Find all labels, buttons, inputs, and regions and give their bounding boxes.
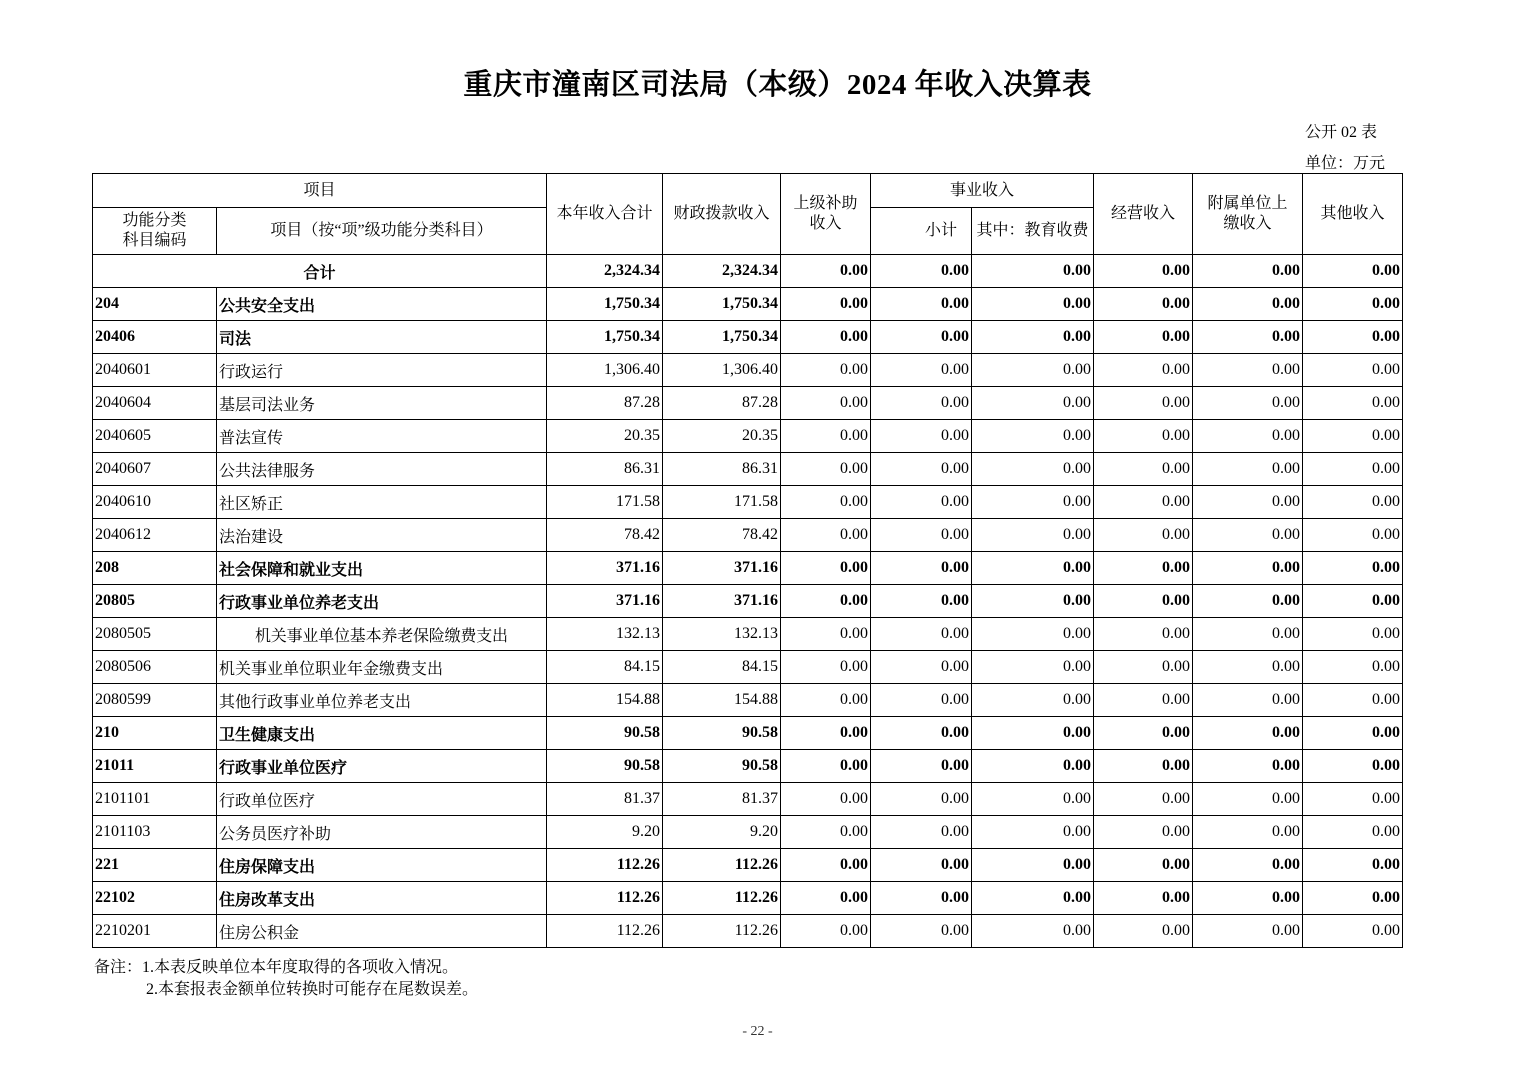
row-value: 0.00	[972, 288, 1094, 321]
row-value: 0.00	[1193, 783, 1303, 816]
row-value: 78.42	[663, 519, 781, 552]
note-line-1: 备注：1.本表反映单位本年度取得的各项收入情况。	[94, 959, 459, 976]
row-value: 0.00	[1193, 519, 1303, 552]
row-value: 0.00	[871, 585, 972, 618]
page-title: 重庆市潼南区司法局（本级）2024 年收入决算表	[463, 69, 1092, 101]
row-value: 86.31	[663, 453, 781, 486]
row-value: 112.26	[663, 849, 781, 882]
row-value: 0.00	[871, 387, 972, 420]
table-body	[93, 255, 1403, 948]
row-value: 112.26	[547, 882, 663, 915]
row-value: 0.00	[871, 651, 972, 684]
row-value: 0.00	[871, 321, 972, 354]
row-value: 0.00	[972, 915, 1094, 948]
row-value: 112.26	[547, 915, 663, 948]
row-value: 0.00	[972, 849, 1094, 882]
row-value: 0.00	[1303, 453, 1403, 486]
row-name: 普法宣传	[217, 420, 547, 453]
row-code: 2040607	[93, 453, 217, 486]
row-name: 公共安全支出	[217, 288, 547, 321]
row-value: 84.15	[547, 651, 663, 684]
row-value: 0.00	[781, 651, 871, 684]
row-code: 221	[93, 849, 217, 882]
table-row	[93, 750, 1403, 783]
header-name: 项目（按“项”级功能分类科目）	[217, 208, 547, 255]
table-row	[93, 486, 1403, 519]
row-value: 0.00	[1193, 717, 1303, 750]
table-row	[93, 453, 1403, 486]
row-code: 22102	[93, 882, 217, 915]
table-row	[93, 915, 1403, 948]
row-value: 0.00	[1094, 288, 1193, 321]
row-name: 住房保障支出	[217, 849, 547, 882]
row-value: 0.00	[1303, 849, 1403, 882]
row-value: 0.00	[781, 882, 871, 915]
row-value: 0.00	[1094, 519, 1193, 552]
table-row	[93, 387, 1403, 420]
row-value: 0.00	[781, 915, 871, 948]
row-value: 0.00	[1094, 420, 1193, 453]
row-value: 0.00	[1094, 882, 1193, 915]
note-line-2: 2.本套报表金额单位转换时可能存在尾数误差。	[146, 981, 479, 998]
total-value: 0.00	[1303, 255, 1403, 288]
row-value: 0.00	[1094, 651, 1193, 684]
row-value: 0.00	[972, 519, 1094, 552]
row-code: 2040605	[93, 420, 217, 453]
row-value: 0.00	[1303, 519, 1403, 552]
header-business-group: 事业收入	[871, 174, 1094, 208]
row-name: 公务员医疗补助	[217, 816, 547, 849]
row-value: 0.00	[1303, 915, 1403, 948]
row-value: 0.00	[972, 552, 1094, 585]
table-row	[93, 288, 1403, 321]
row-value: 0.00	[871, 618, 972, 651]
row-name: 社区矫正	[217, 486, 547, 519]
row-value: 1,306.40	[663, 354, 781, 387]
row-value: 0.00	[1094, 816, 1193, 849]
row-code: 204	[93, 288, 217, 321]
row-value: 0.00	[1303, 387, 1403, 420]
row-value: 0.00	[1094, 783, 1193, 816]
row-value: 0.00	[781, 585, 871, 618]
row-value: 0.00	[1193, 882, 1303, 915]
row-code: 2080506	[93, 651, 217, 684]
row-value: 0.00	[1193, 387, 1303, 420]
notes	[94, 957, 478, 1001]
row-value: 0.00	[1193, 816, 1303, 849]
row-value: 0.00	[1303, 717, 1403, 750]
row-name: 住房公积金	[217, 915, 547, 948]
row-value: 0.00	[1303, 882, 1403, 915]
table-row	[93, 585, 1403, 618]
table-row	[93, 849, 1403, 882]
row-value: 0.00	[871, 684, 972, 717]
row-value: 0.00	[1094, 354, 1193, 387]
unit-label: 单位：万元	[1305, 155, 1386, 172]
row-value: 0.00	[1193, 651, 1303, 684]
row-value: 90.58	[547, 750, 663, 783]
income-table	[92, 173, 1403, 948]
row-value: 0.00	[1303, 585, 1403, 618]
total-value: 0.00	[1094, 255, 1193, 288]
row-value: 90.58	[663, 717, 781, 750]
total-value: 0.00	[781, 255, 871, 288]
header-item-group: 项目	[93, 174, 547, 208]
row-value: 0.00	[1193, 552, 1303, 585]
header-other: 其他收入	[1303, 174, 1403, 255]
row-value: 0.00	[1094, 750, 1193, 783]
row-code: 20406	[93, 321, 217, 354]
row-value: 0.00	[781, 519, 871, 552]
table-row	[93, 552, 1403, 585]
row-value: 0.00	[972, 618, 1094, 651]
row-value: 0.00	[1193, 486, 1303, 519]
row-value: 0.00	[871, 915, 972, 948]
row-value: 0.00	[1094, 684, 1193, 717]
row-name: 法治建设	[217, 519, 547, 552]
header-total-income: 本年收入合计	[547, 174, 663, 255]
row-name: 其他行政事业单位养老支出	[217, 684, 547, 717]
row-value: 0.00	[1193, 585, 1303, 618]
row-value: 0.00	[1094, 849, 1193, 882]
row-value: 0.00	[871, 453, 972, 486]
page-number: - 22 -	[742, 1024, 773, 1039]
row-value: 1,750.34	[663, 288, 781, 321]
row-value: 0.00	[871, 849, 972, 882]
row-name: 社会保障和就业支出	[217, 552, 547, 585]
row-value: 0.00	[972, 717, 1094, 750]
total-value: 0.00	[871, 255, 972, 288]
row-value: 0.00	[871, 783, 972, 816]
row-code: 2040604	[93, 387, 217, 420]
row-value: 0.00	[1094, 717, 1193, 750]
table-row	[93, 717, 1403, 750]
table-row	[93, 354, 1403, 387]
table-row	[93, 816, 1403, 849]
row-value: 0.00	[871, 354, 972, 387]
row-value: 0.00	[1303, 552, 1403, 585]
row-value: 0.00	[781, 816, 871, 849]
row-value: 112.26	[663, 915, 781, 948]
row-name: 基层司法业务	[217, 387, 547, 420]
row-value: 90.58	[547, 717, 663, 750]
table-row	[93, 651, 1403, 684]
row-value: 0.00	[972, 783, 1094, 816]
row-value: 0.00	[871, 420, 972, 453]
table-row	[93, 882, 1403, 915]
table-row	[93, 321, 1403, 354]
table-header	[93, 174, 1403, 255]
row-value: 0.00	[1303, 618, 1403, 651]
total-value: 0.00	[1193, 255, 1303, 288]
row-value: 0.00	[1193, 750, 1303, 783]
row-name: 行政单位医疗	[217, 783, 547, 816]
row-value: 0.00	[1094, 321, 1193, 354]
row-value: 0.00	[1193, 618, 1303, 651]
row-value: 0.00	[972, 585, 1094, 618]
row-value: 0.00	[871, 288, 972, 321]
row-value: 0.00	[972, 750, 1094, 783]
row-name: 行政事业单位养老支出	[217, 585, 547, 618]
header-education-fee: 其中：教育收费	[972, 208, 1094, 255]
row-value: 0.00	[1094, 585, 1193, 618]
row-value: 0.00	[781, 288, 871, 321]
table-row	[93, 420, 1403, 453]
row-value: 0.00	[972, 486, 1094, 519]
table-row	[93, 783, 1403, 816]
header-operating: 经营收入	[1094, 174, 1193, 255]
row-value: 0.00	[781, 486, 871, 519]
row-value: 87.28	[547, 387, 663, 420]
row-value: 0.00	[781, 849, 871, 882]
row-value: 0.00	[781, 552, 871, 585]
row-code: 21011	[93, 750, 217, 783]
row-value: 154.88	[547, 684, 663, 717]
row-value: 0.00	[972, 387, 1094, 420]
row-code: 2210201	[93, 915, 217, 948]
row-value: 78.42	[547, 519, 663, 552]
row-value: 0.00	[1303, 486, 1403, 519]
row-value: 0.00	[1094, 486, 1193, 519]
row-value: 0.00	[1094, 552, 1193, 585]
row-value: 132.13	[663, 618, 781, 651]
row-code: 20805	[93, 585, 217, 618]
row-value: 0.00	[972, 321, 1094, 354]
row-value: 20.35	[663, 420, 781, 453]
row-value: 0.00	[871, 882, 972, 915]
total-value: 2,324.34	[547, 255, 663, 288]
row-value: 81.37	[663, 783, 781, 816]
row-value: 20.35	[547, 420, 663, 453]
row-value: 84.15	[663, 651, 781, 684]
row-value: 9.20	[663, 816, 781, 849]
row-value: 0.00	[871, 519, 972, 552]
row-value: 0.00	[1303, 420, 1403, 453]
row-value: 0.00	[1094, 453, 1193, 486]
header-code: 功能分类 科目编码	[93, 208, 217, 255]
row-name: 机关事业单位职业年金缴费支出	[217, 651, 547, 684]
row-value: 81.37	[547, 783, 663, 816]
row-value: 0.00	[781, 684, 871, 717]
row-value: 0.00	[972, 684, 1094, 717]
row-value: 112.26	[547, 849, 663, 882]
row-name: 机关事业单位基本养老保险缴费支出	[217, 618, 547, 651]
row-value: 0.00	[1303, 684, 1403, 717]
row-value: 0.00	[1193, 420, 1303, 453]
row-value: 0.00	[1193, 321, 1303, 354]
row-value: 0.00	[781, 717, 871, 750]
row-value: 0.00	[1303, 651, 1403, 684]
row-value: 0.00	[1303, 321, 1403, 354]
row-value: 0.00	[1193, 849, 1303, 882]
row-value: 0.00	[1193, 354, 1303, 387]
row-value: 0.00	[1303, 288, 1403, 321]
row-value: 0.00	[1094, 387, 1193, 420]
row-value: 0.00	[1094, 915, 1193, 948]
row-value: 0.00	[972, 882, 1094, 915]
total-row	[93, 255, 1403, 288]
row-value: 0.00	[1193, 915, 1303, 948]
row-name: 卫生健康支出	[217, 717, 547, 750]
row-value: 0.00	[871, 717, 972, 750]
row-value: 0.00	[972, 453, 1094, 486]
row-value: 371.16	[663, 552, 781, 585]
row-value: 1,750.34	[547, 321, 663, 354]
row-value: 0.00	[1193, 453, 1303, 486]
row-code: 2101103	[93, 816, 217, 849]
row-value: 0.00	[871, 816, 972, 849]
row-value: 0.00	[781, 783, 871, 816]
row-code: 2040601	[93, 354, 217, 387]
table-row	[93, 618, 1403, 651]
header-affiliated: 附属单位上 缴收入	[1193, 174, 1303, 255]
row-value: 0.00	[781, 387, 871, 420]
row-name: 行政事业单位医疗	[217, 750, 547, 783]
header-superior-subsidy: 上级补助 收入	[781, 174, 871, 255]
row-value: 87.28	[663, 387, 781, 420]
row-value: 0.00	[871, 750, 972, 783]
row-value: 371.16	[547, 585, 663, 618]
row-value: 1,750.34	[547, 288, 663, 321]
row-code: 208	[93, 552, 217, 585]
row-value: 0.00	[1303, 750, 1403, 783]
row-value: 0.00	[1303, 354, 1403, 387]
row-value: 0.00	[781, 354, 871, 387]
row-name: 公共法律服务	[217, 453, 547, 486]
row-value: 154.88	[663, 684, 781, 717]
row-value: 0.00	[1193, 684, 1303, 717]
row-value: 171.58	[547, 486, 663, 519]
row-value: 0.00	[1193, 288, 1303, 321]
row-value: 0.00	[781, 750, 871, 783]
row-value: 0.00	[1303, 816, 1403, 849]
row-value: 0.00	[972, 816, 1094, 849]
row-code: 2101101	[93, 783, 217, 816]
row-value: 0.00	[871, 486, 972, 519]
total-label: 合计	[93, 255, 547, 288]
row-value: 86.31	[547, 453, 663, 486]
row-value: 0.00	[972, 651, 1094, 684]
header-fiscal: 财政拨款收入	[663, 174, 781, 255]
row-value: 9.20	[547, 816, 663, 849]
row-code: 2080599	[93, 684, 217, 717]
row-value: 0.00	[781, 321, 871, 354]
total-value: 0.00	[972, 255, 1094, 288]
row-value: 1,750.34	[663, 321, 781, 354]
row-value: 0.00	[781, 420, 871, 453]
row-code: 2040612	[93, 519, 217, 552]
row-name: 住房改革支出	[217, 882, 547, 915]
row-value: 371.16	[663, 585, 781, 618]
row-value: 90.58	[663, 750, 781, 783]
row-value: 0.00	[781, 453, 871, 486]
total-value: 2,324.34	[663, 255, 781, 288]
row-code: 2040610	[93, 486, 217, 519]
row-value: 0.00	[972, 354, 1094, 387]
row-value: 171.58	[663, 486, 781, 519]
row-value: 0.00	[781, 618, 871, 651]
row-code: 2080505	[93, 618, 217, 651]
row-value: 0.00	[972, 420, 1094, 453]
row-name: 行政运行	[217, 354, 547, 387]
row-value: 371.16	[547, 552, 663, 585]
row-code: 210	[93, 717, 217, 750]
header-subtotal: 小计	[871, 208, 972, 255]
row-value: 0.00	[871, 552, 972, 585]
row-value: 0.00	[1303, 783, 1403, 816]
row-value: 112.26	[663, 882, 781, 915]
table-row	[93, 519, 1403, 552]
form-number: 公开 02 表	[1305, 124, 1378, 141]
table-row	[93, 684, 1403, 717]
row-value: 0.00	[1094, 618, 1193, 651]
row-value: 1,306.40	[547, 354, 663, 387]
row-value: 132.13	[547, 618, 663, 651]
row-name: 司法	[217, 321, 547, 354]
